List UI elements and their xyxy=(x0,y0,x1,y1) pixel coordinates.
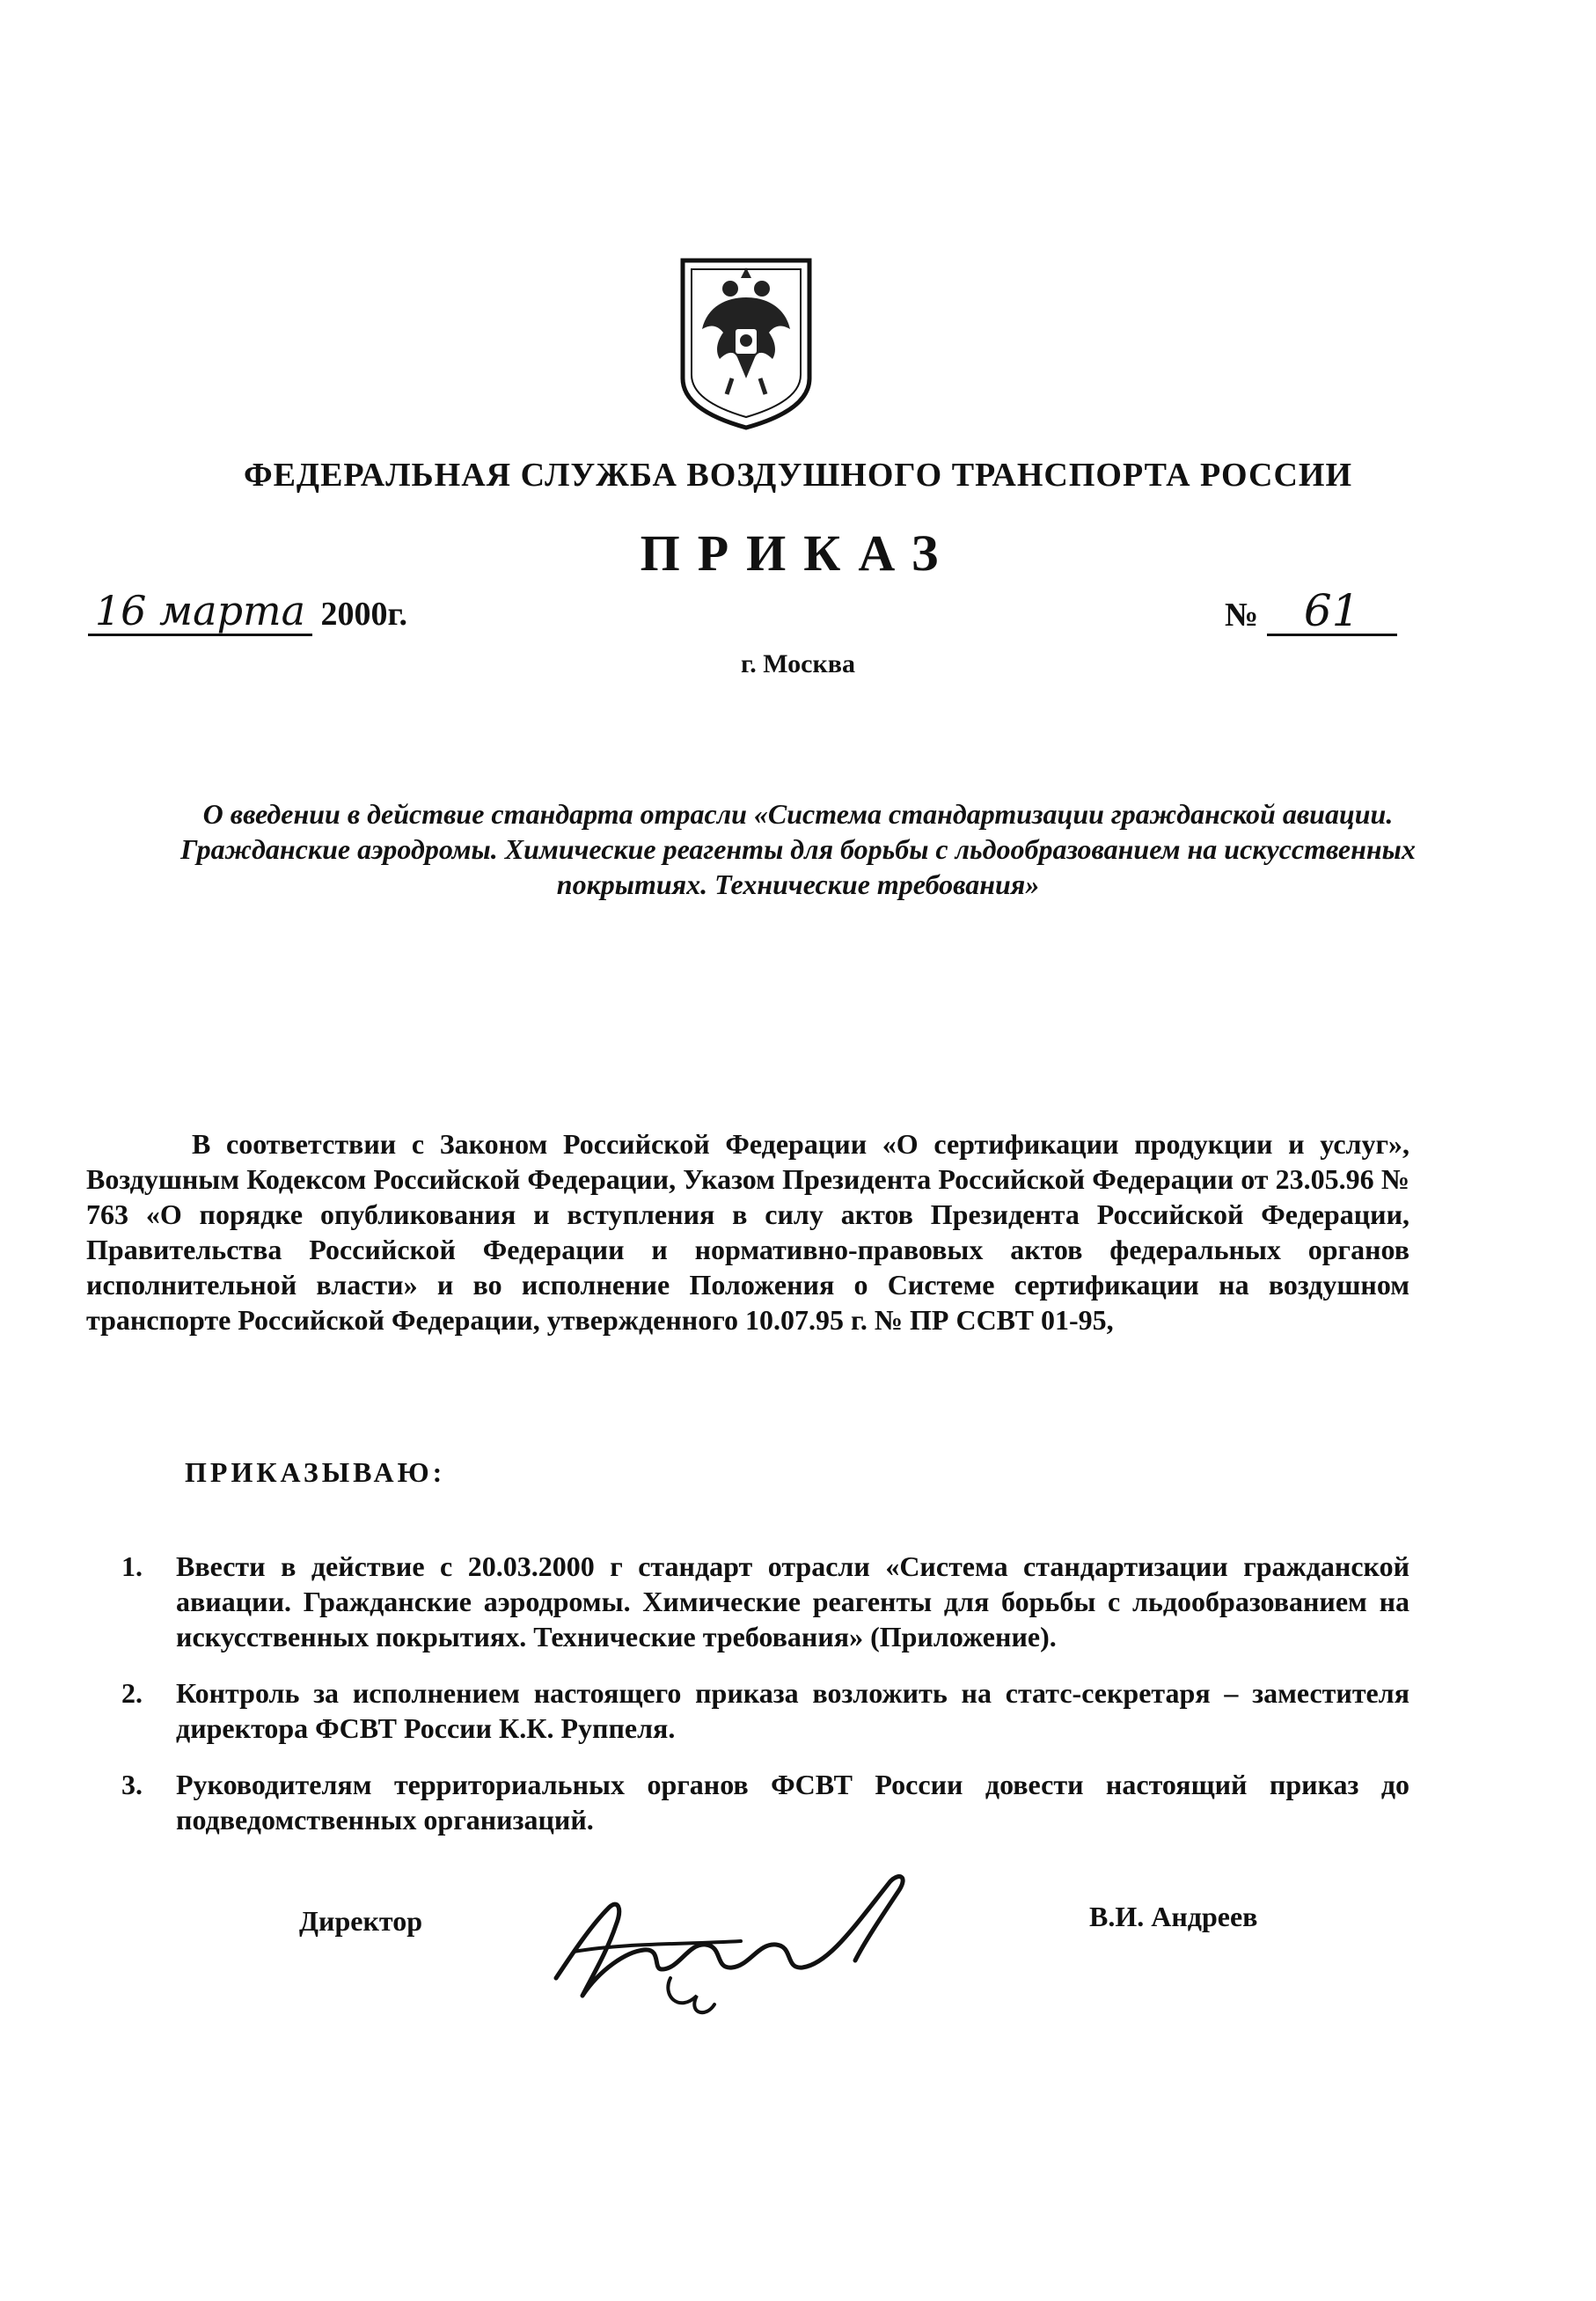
city: г. Москва xyxy=(741,649,855,678)
signatory-title: Директор xyxy=(299,1905,422,1937)
agency-name: ФЕДЕРАЛЬНАЯ СЛУЖБА ВОЗДУШНОГО ТРАНСПОРТА РОССИИ xyxy=(243,457,1353,494)
order-item xyxy=(121,1675,1409,1746)
item-text: Руководителям территориальных органов ФСВТ России довести настоящий приказ до подведомственных организаций. xyxy=(176,1769,1409,1836)
order-item xyxy=(121,1767,1409,1837)
item-text: Ввести в действие с 20.03.2000 г стандарт отрасли «Система стандартизации гражданской авиации. Гражданские аэродромы. Химические реагенты для борьбы с льдообразованием на искусственных покрытиях. Технические требования» (Приложение). xyxy=(176,1550,1409,1652)
order-year: 2000г. xyxy=(320,596,407,633)
order-number xyxy=(1225,585,1397,636)
item-text: Контроль за исполнением настоящего приказа возложить на статс-секретаря – заместителя директора ФСВТ России К.К. Руппеля. xyxy=(176,1677,1409,1744)
preamble-paragraph: В соответствии с Законом Российской Федерации «О сертификации продукции и услуг», Воздушным Кодексом Российской Федерации, Указом Президента Российской Федерации от 23.05.96 № 763 «О порядке опубликования и вступления в силу актов Президента Российской Федерации, Правительства Российской Федерации и нормативно-правовых актов федеральных органов исполнительной власти» и во исполнение Положения о Системе сертификации на воздушном транспорте Российской Федерации, утвержденного 10.07.95 г. № ПР ССВТ 01-95, xyxy=(86,1128,1409,1336)
order-date xyxy=(88,588,407,636)
order-items-list xyxy=(121,1549,1409,1858)
signatory-name: В.И. Андреев xyxy=(1089,1901,1258,1932)
order-directive: ПРИКАЗЫВАЮ: xyxy=(185,1456,446,1488)
item-number: 3. xyxy=(121,1769,143,1800)
handwritten-signature xyxy=(538,1846,926,2022)
item-number: 1. xyxy=(121,1550,143,1582)
coat-of-arms-icon xyxy=(676,255,816,433)
document-type: ПРИКАЗ xyxy=(640,524,956,582)
order-subject: О введении в действие стандарта отрасли «Система стандартизации гражданской авиации. Гражданские аэродромы. Химические реагенты для борьбы с льдообразованием на искусственных покрытиях. Технические требования» xyxy=(180,798,1416,900)
order-item xyxy=(121,1549,1409,1654)
handwritten-date: 16 марта xyxy=(88,588,312,636)
number-label: № xyxy=(1225,597,1259,634)
handwritten-number: 61 xyxy=(1267,588,1397,636)
item-number: 2. xyxy=(121,1677,143,1709)
